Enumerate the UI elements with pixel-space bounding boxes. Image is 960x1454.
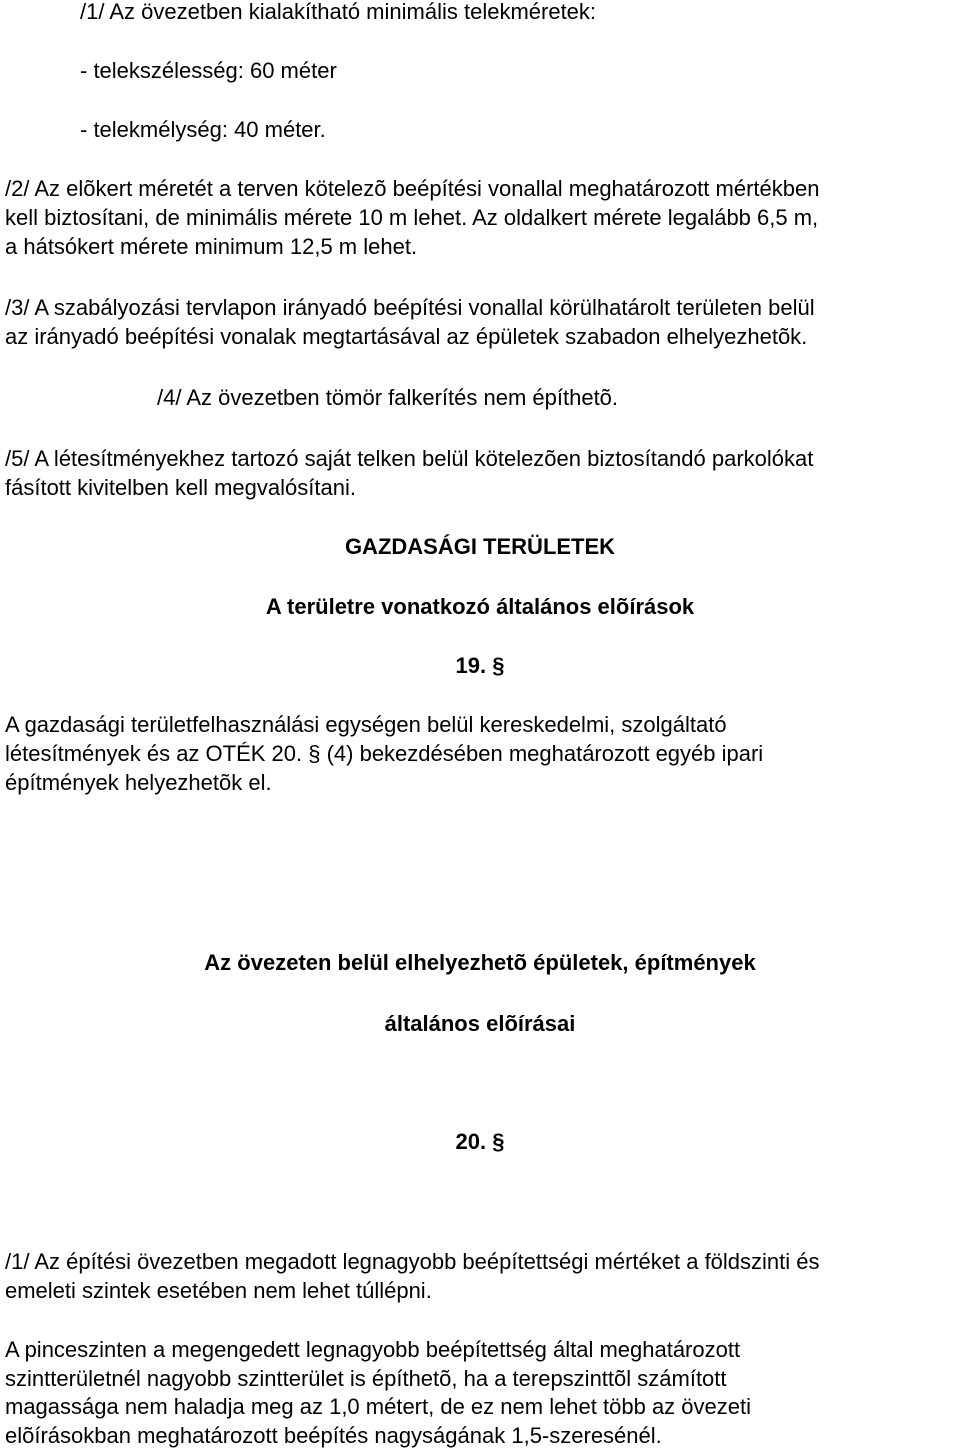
paragraph-4: /4/ Az övezetben tömör falkerítés nem építhetõ. (157, 385, 619, 410)
section-number-20: 20. § (455, 1129, 505, 1154)
buildings-heading-continued: általános elõírásai (384, 1011, 576, 1036)
paragraph-3-line: /3/ A szabályozási tervlapon irányadó beépítési vonallal körülhatárolt területen belül (5, 295, 815, 320)
paragraph-20-1-line: /1/ Az építési övezetben megadott legnagyobb beépítettségi mértéket a földszinti és (5, 1249, 820, 1274)
paragraph-20-basement-line: A pinceszinten a megengedett legnagyobb beépítettség által meghatározott (5, 1337, 741, 1362)
paragraph-20-basement (5, 1336, 960, 1450)
subsection-heading: A területre vonatkozó általános elõírások (265, 594, 695, 619)
paragraph-2-line: a hátsókert mérete minimum 12,5 m lehet. (5, 234, 418, 259)
buildings-heading: Az övezeten belül elhelyezhetõ épületek, építmények (204, 950, 756, 975)
section-heading: GAZDASÁGI TERÜLETEK (344, 534, 616, 559)
paragraph-2-line: kell biztosítani, de minimális mérete 10 m lehet. Az oldalkert mérete legalább 6,5 m, (5, 205, 819, 230)
paragraph-19-line: A gazdasági területfelhasználási egységen belül kereskedelmi, szolgáltató (5, 712, 727, 737)
paragraph-20-basement-line: elõírásokban meghatározott beépítés nagyságának 1,5-szeresénél. (5, 1422, 662, 1448)
paragraph-3-line: az irányadó beépítési vonalak megtartásával az épületek szabadon elhelyezhetõk. (5, 324, 808, 349)
paragraph-19 (5, 710, 960, 797)
paragraph-1-intro: /1/ Az övezetben kialakítható minimális telekméretek: (80, 0, 597, 24)
paragraph-5 (5, 444, 960, 502)
list-item-plot-width: - telekszélesség: 60 méter (80, 58, 337, 83)
paragraph-19-line: létesítmények és az OTÉK 20. § (4) bekezdésében meghatározott egyéb ipari (5, 741, 764, 766)
paragraph-20-1-line: emeleti szintek esetében nem lehet túllépni. (5, 1278, 432, 1303)
list-item-plot-depth: - telekmélység: 40 méter. (80, 117, 326, 142)
paragraph-2-line: /2/ Az elõkert méretét a terven kötelezõ beépítési vonallal meghatározott mértékben (5, 176, 820, 201)
paragraph-5-line: fásított kivitelben kell megvalósítani. (5, 475, 356, 500)
section-number-19: 19. § (455, 653, 505, 678)
paragraph-3 (5, 293, 960, 351)
paragraph-2 (5, 174, 960, 261)
paragraph-5-line: /5/ A létesítményekhez tartozó saját telken belül kötelezõen biztosítandó parkolókat (5, 446, 814, 471)
paragraph-20-basement-line: magassága nem haladja meg az 1,0 métert, de ez nem lehet több az övezeti (5, 1394, 751, 1419)
paragraph-19-line: építmények helyezhetõk el. (5, 770, 272, 795)
paragraph-20-basement-line: szintterületnél nagyobb szintterület is építhetõ, ha a terepszinttõl számított (5, 1365, 727, 1391)
paragraph-20-1 (5, 1247, 960, 1305)
